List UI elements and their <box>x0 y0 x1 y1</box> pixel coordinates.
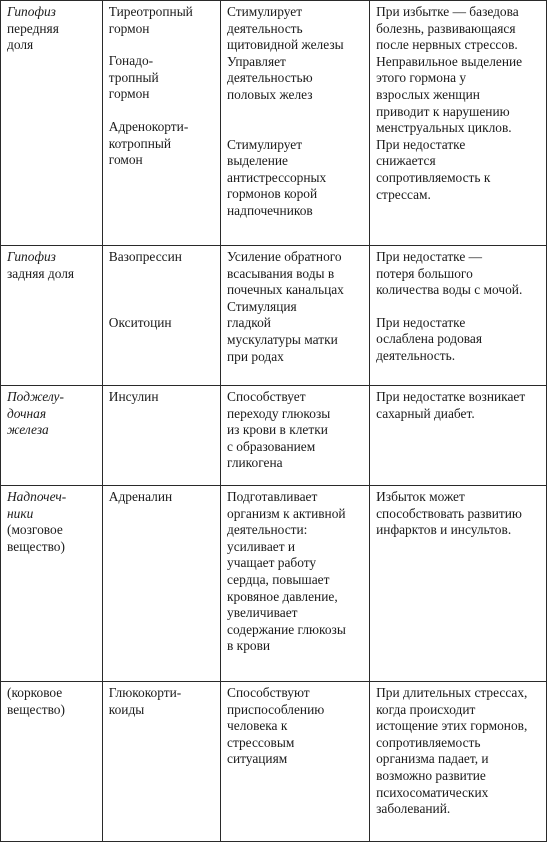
hormone-action: Управляет деятельностью половых желез <box>227 53 313 102</box>
effect-cell <box>370 246 547 386</box>
hormone-cell <box>102 486 220 682</box>
gland-name: Поджелу- дочная железа <box>7 389 64 438</box>
action-cell <box>221 486 370 682</box>
action-cell <box>221 386 370 486</box>
gland-sub: задняя доля <box>7 265 75 281</box>
gland-name: Гипофиз <box>7 4 56 19</box>
action-cell <box>221 1 370 246</box>
hormone-name: Окситоцин <box>108 314 172 330</box>
hormone-name: Инсулин <box>108 389 159 404</box>
table-row <box>1 1 547 246</box>
gland-cell <box>1 246 103 386</box>
hormone-action: Стимуляция гладкой мускулатуры матки при родах <box>227 298 338 364</box>
effect-cell <box>370 486 547 682</box>
hormone-action: Стимулирует выделение антистрессорных гормонов корой надпочечников <box>227 136 327 218</box>
hormone-action: Стимулирует деятельность щитовидной железы <box>227 4 344 53</box>
gland-name: Надпочеч- ники <box>7 489 67 521</box>
hormone-name: Тиреотропный гормон <box>108 4 193 36</box>
hormone-effect: При недостатке — потеря большого количества воды с мочой. <box>376 249 523 298</box>
hormone-name: Глюкокорти- коиды <box>108 685 182 717</box>
gland-cell <box>1 386 103 486</box>
table-row <box>1 386 547 486</box>
table-row <box>1 486 547 682</box>
hormone-effect: Избыток может способствовать развитию инфарктов и инсультов. <box>376 489 522 538</box>
action-cell <box>221 246 370 386</box>
hormone-cell <box>102 386 220 486</box>
hormone-action: Способствует переходу глюкозы из крови в клетки с образованием гликогена <box>227 389 331 471</box>
hormone-effect: При недостатке возникает сахарный диабет. <box>376 389 526 421</box>
hormone-action: Усиление обратного всасывания воды в почечных канальцах <box>227 249 344 298</box>
hormone-name: Адреналин <box>108 489 173 504</box>
hormone-name: Вазопрессин <box>108 249 182 264</box>
gland-name: Гипофиз <box>7 249 56 264</box>
hormone-effect: При недостатке ослаблена родовая деятельность. <box>376 314 483 363</box>
table-row <box>1 246 547 386</box>
gland-cell <box>1 486 103 682</box>
hormone-effect: Неправильное выделение этого гормона у взрослых женщин приводит к нарушению менструальных циклов. <box>376 53 523 136</box>
hormone-effect: При недостатке снижается сопротивляемость к стрессам. <box>376 136 491 202</box>
hormone-action: Способствуют приспособлению человека к стрессовым ситуациям <box>227 685 325 767</box>
gland-cell <box>1 682 103 842</box>
hormone-cell <box>102 246 220 386</box>
gland-sub: передняя доля <box>7 20 59 53</box>
gland-sub: (мозговое вещество) <box>7 522 65 554</box>
hormone-name: Адренокорти- котропный гомон <box>108 118 189 168</box>
effect-cell <box>370 386 547 486</box>
effect-cell <box>370 682 547 842</box>
effect-cell <box>370 1 547 246</box>
table-row <box>1 682 547 842</box>
action-cell <box>221 682 370 842</box>
hormone-cell <box>102 682 220 842</box>
gland-cell <box>1 1 103 246</box>
hormone-cell <box>102 1 220 246</box>
hormone-effect: При длительных стрессах, когда происходит истощение этих гормонов, сопротивляемость организма падает, и возможно развитие психосоматических заболеваний. <box>376 685 528 817</box>
hormone-action: Подготавливает организм к активной деятельности: усиливает и учащает работу сердца, повышает кровяное давление, увеличивает содержание глюкозы в крови <box>227 489 346 654</box>
hormone-effect: При избытке — базедова болезнь, развивающаяся после нервных стрессов. <box>376 4 519 53</box>
gland-sub: (корковое вещество) <box>7 685 65 717</box>
hormone-name: Гонадо- тропный гормон <box>108 53 159 102</box>
